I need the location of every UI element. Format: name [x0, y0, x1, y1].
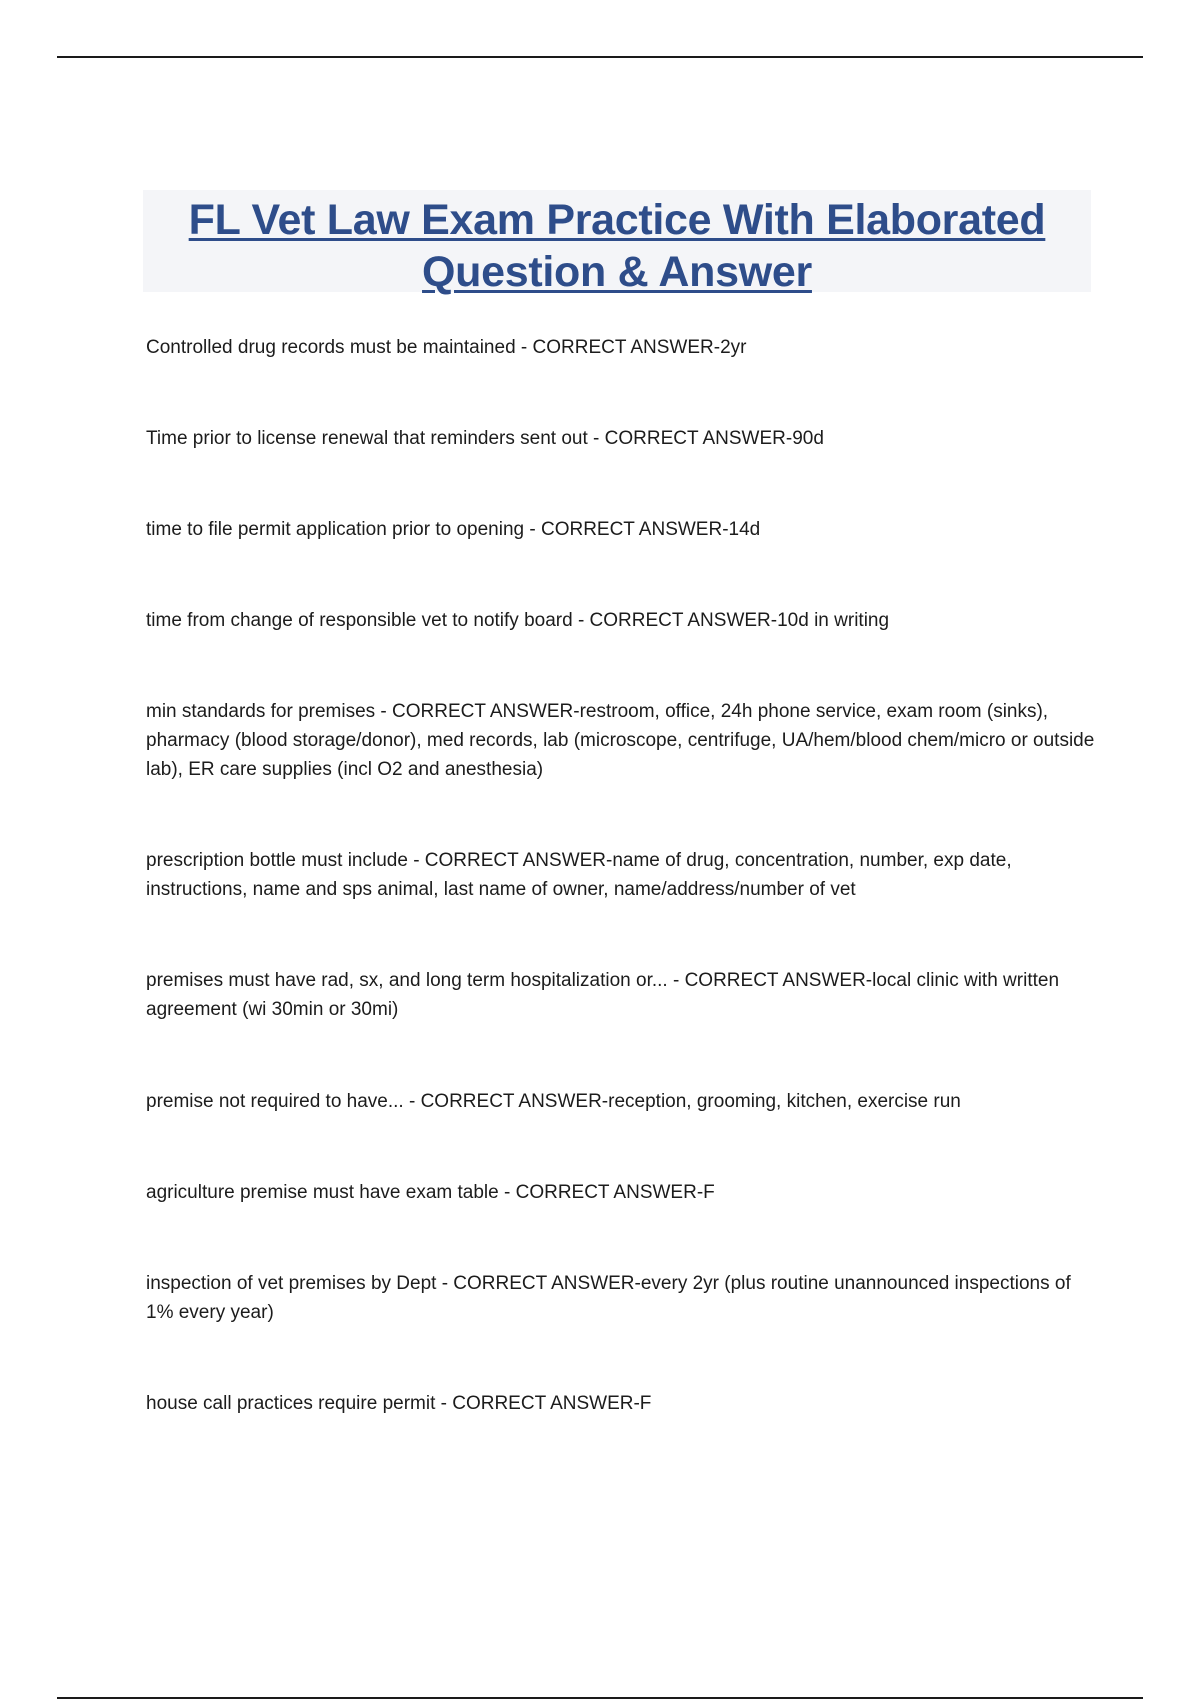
bottom-rule [57, 1697, 1143, 1699]
qa-item-11: house call practices require permit - CORRECT ANSWER-F [146, 1393, 652, 1414]
qa-item-3: time to file permit application prior to opening - CORRECT ANSWER-14d [146, 519, 761, 540]
page-title: FL Vet Law Exam Practice With Elaborated Question & Answer [188, 196, 1046, 296]
title-box [143, 190, 1091, 296]
qa-item-4: time from change of responsible vet to notify board - CORRECT ANSWER-10d in writing [146, 610, 890, 631]
qa-item-10: inspection of vet premises by Dept - CORRECT ANSWER-every 2yr (plus routine unannounced inspections of 1% every year) [146, 1273, 1071, 1323]
top-rule [57, 56, 1143, 58]
qa-item-5: min standards for premises - CORRECT ANSWER-restroom, office, 24h phone service, exam room (sinks), pharmacy (blood storage/donor), med records, lab (microscope, centrifuge, UA/hem/blood chem/micro or outside lab), ER care supplies (incl O2 and anesthesia) [146, 701, 1095, 780]
qa-item-2: Time prior to license renewal that reminders sent out - CORRECT ANSWER-90d [146, 428, 824, 449]
qa-item-7: premises must have rad, sx, and long term hospitalization or... - CORRECT ANSWER-local clinic with written agreement (wi 30min or 30mi) [146, 970, 1060, 1020]
qa-item-1: Controlled drug records must be maintained - CORRECT ANSWER-2yr [146, 337, 747, 358]
qa-item-9: agriculture premise must have exam table - CORRECT ANSWER-F [146, 1182, 715, 1203]
qa-item-8: premise not required to have... - CORRECT ANSWER-reception, grooming, kitchen, exercise run [146, 1091, 961, 1112]
qa-item-6: prescription bottle must include - CORRECT ANSWER-name of drug, concentration, number, exp date, instructions, name and sps animal, last name of owner, name/address/number of vet [146, 850, 1012, 900]
